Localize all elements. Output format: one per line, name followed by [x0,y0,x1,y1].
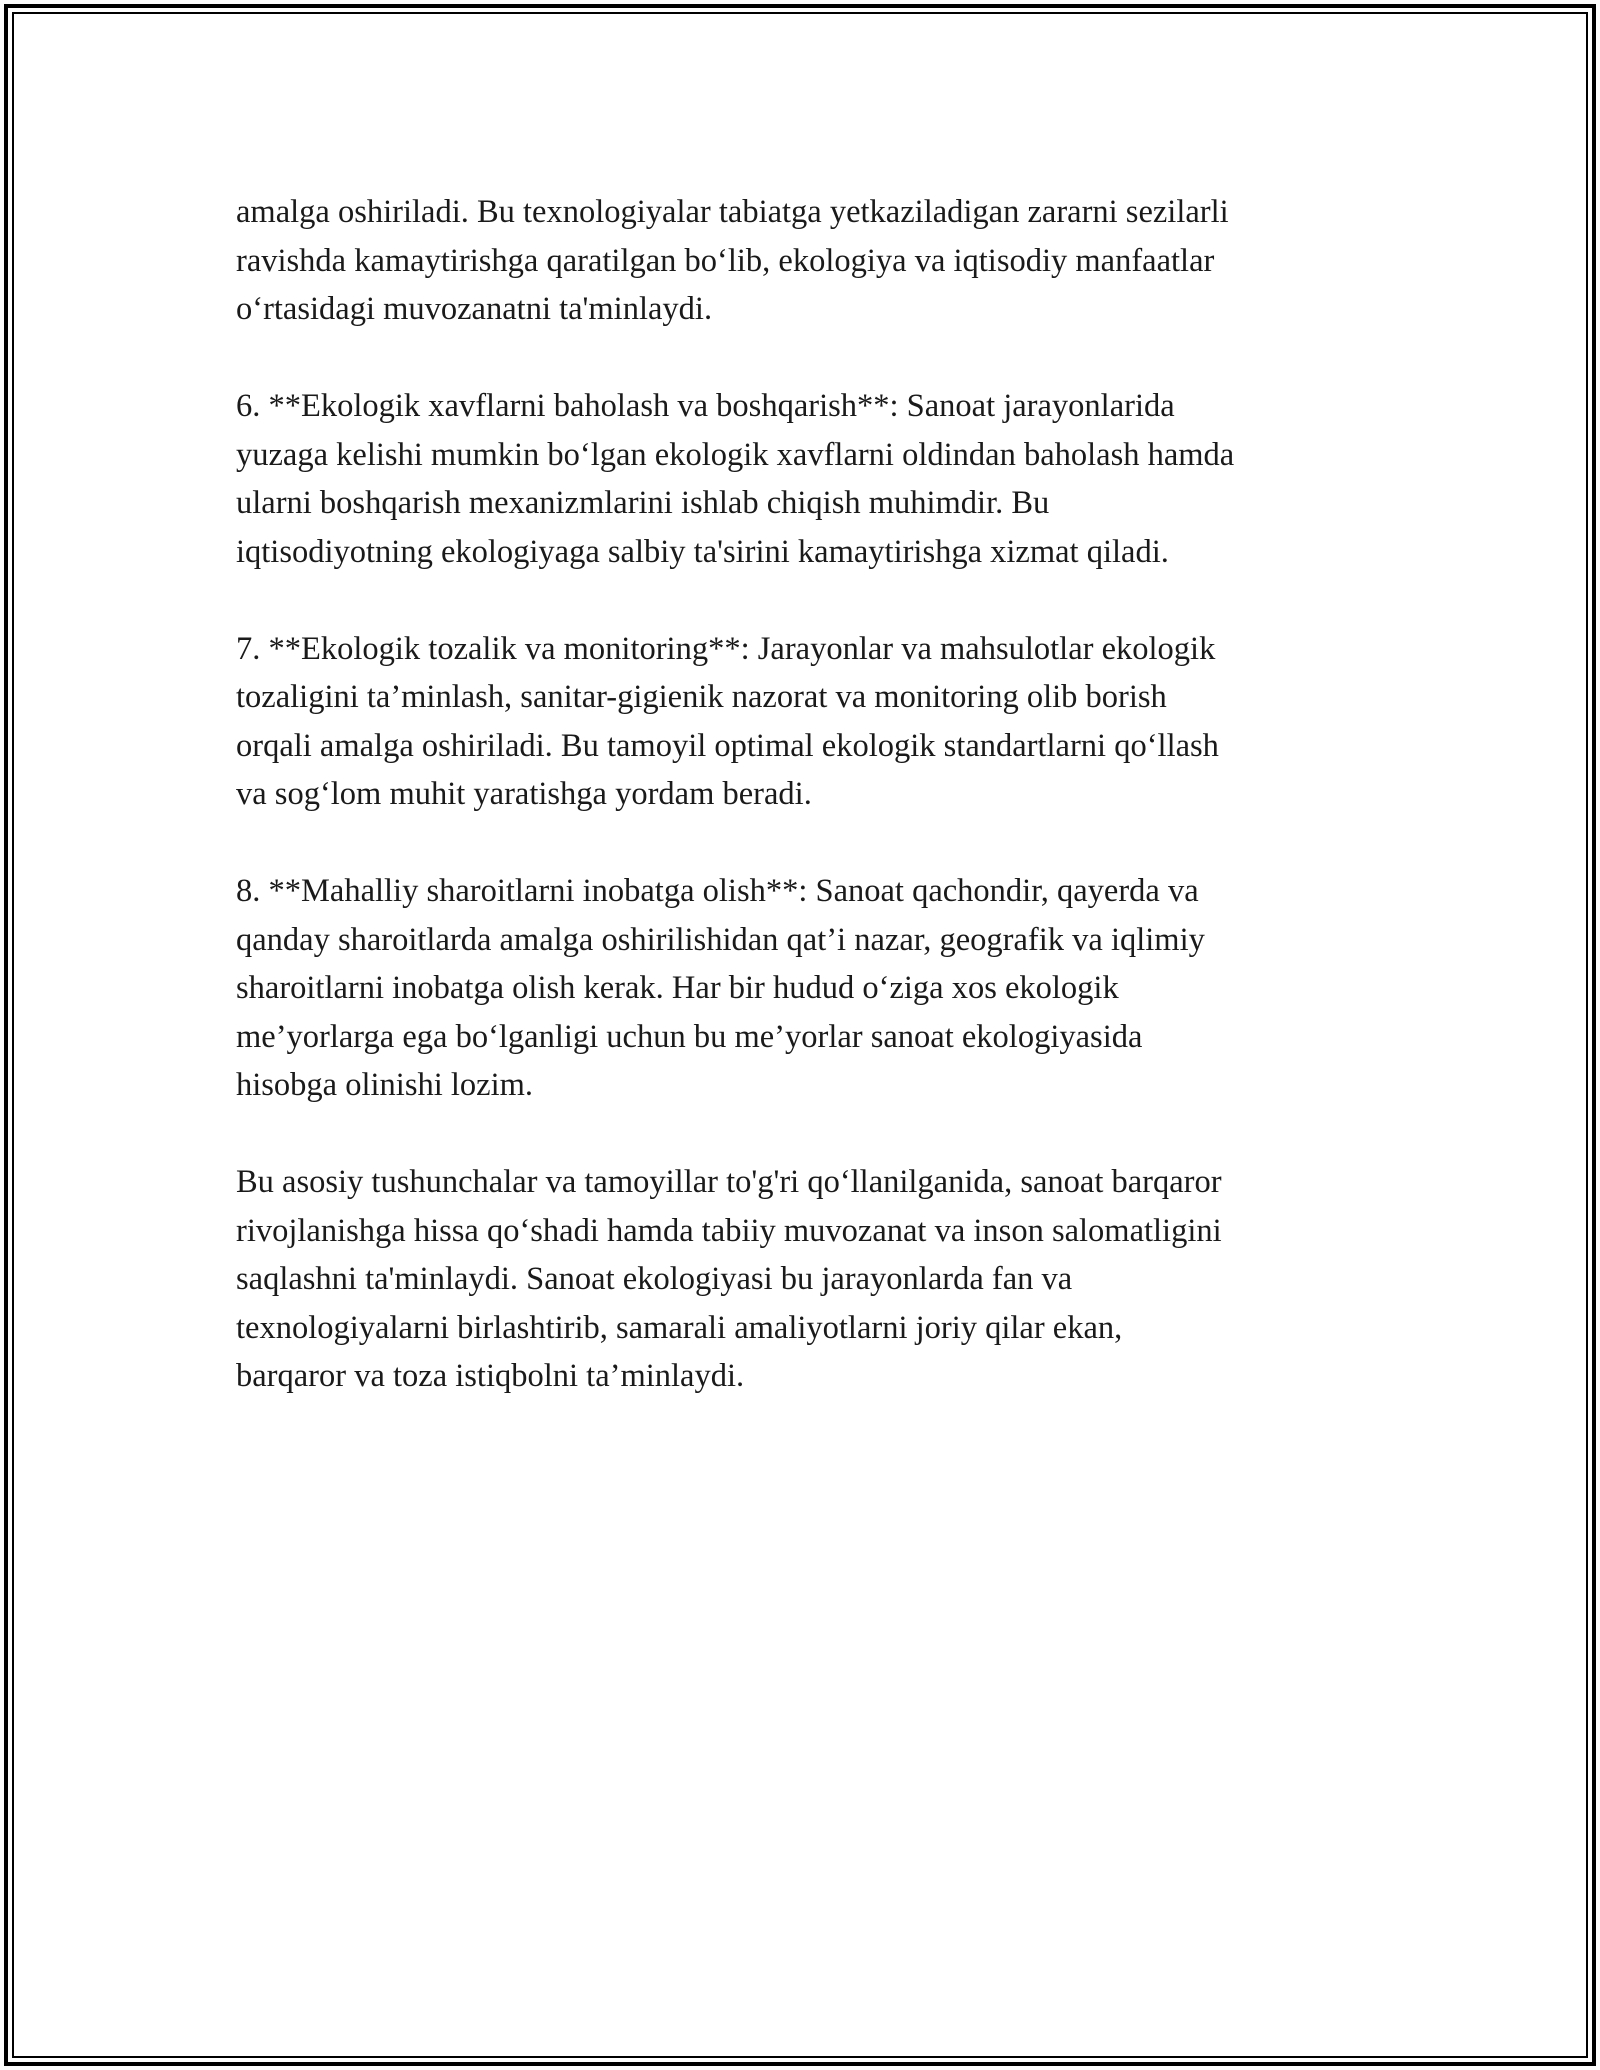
text-line: ularni boshqarish mexanizmlarini ishlab chiqish muhimdir. Bu [236,485,1050,521]
paragraph-conclusion [236,1158,1376,1401]
paragraph-item-6 [236,382,1376,576]
text-line: qanday sharoitlarda amalga oshirilishidan qat’i nazar, geografik va iqlimiy [236,921,1205,958]
text-line: rivojlanishga hissa qo‘shadi hamda tabiiy muvozanat va inson salomatligini [236,1212,1222,1249]
text-line: me’yorlarga ega bo‘lganligi uchun bu me’yorlar sanoat ekologiyasida [236,1018,1143,1055]
text-line: tozaligini ta’minlash, sanitar-gigienik nazorat va monitoring olib borish [236,679,1167,715]
text-line: 6. **Ekologik xavflarni baholash va boshqarish**: Sanoat jarayonlarida [236,388,1175,424]
text-line: ravishda kamaytirishga qaratilgan bo‘lib, ekologiya va iqtisodiy manfaatlar [236,242,1215,279]
text-line: amalga oshiriladi. Bu texnologiyalar tabiatga yetkaziladigan zararni sezilarli [236,194,1229,230]
text-line: va sog‘lom muhit yaratishga yordam beradi. [236,776,812,812]
text-line: barqaror va toza istiqbolni ta’minlaydi. [236,1358,745,1394]
text-line: 8. **Mahalliy sharoitlarni inobatga olish**: Sanoat qachondir, qayerda va [236,873,1199,909]
text-line: sharoitlarni inobatga olish kerak. Har bir hudud o‘ziga xos ekologik [236,970,1119,1006]
text-line: yuzaga kelishi mumkin bo‘lgan ekologik xavflarni oldindan baholash hamda [236,436,1235,473]
text-line: iqtisodiyotning ekologiyaga salbiy ta'sirini kamaytirishga xizmat qiladi. [236,533,1169,570]
paragraph-continuation [236,188,1376,334]
paragraph-item-7 [236,625,1376,819]
text-line: 7. **Ekologik tozalik va monitoring**: Jarayonlar va mahsulotlar ekologik [236,630,1216,667]
text-line: texnologiyalarni birlashtirib, samarali amaliyotlarni joriy qilar ekan, [236,1309,1123,1346]
text-line: o‘rtasidagi muvozanatni ta'minlaydi. [236,291,713,327]
paragraph-item-8 [236,867,1376,1110]
text-line: saqlashni ta'minlaydi. Sanoat ekologiyasi bu jarayonlarda fan va [236,1261,1073,1297]
text-line: hisobga olinishi lozim. [236,1067,534,1103]
document-body [236,188,1376,1449]
text-line: Bu asosiy tushunchalar va tamoyillar to'g'ri qo‘llanilganida, sanoat barqaror [236,1164,1222,1200]
text-line: orqali amalga oshiriladi. Bu tamoyil optimal ekologik standartlarni qo‘llash [236,727,1219,764]
